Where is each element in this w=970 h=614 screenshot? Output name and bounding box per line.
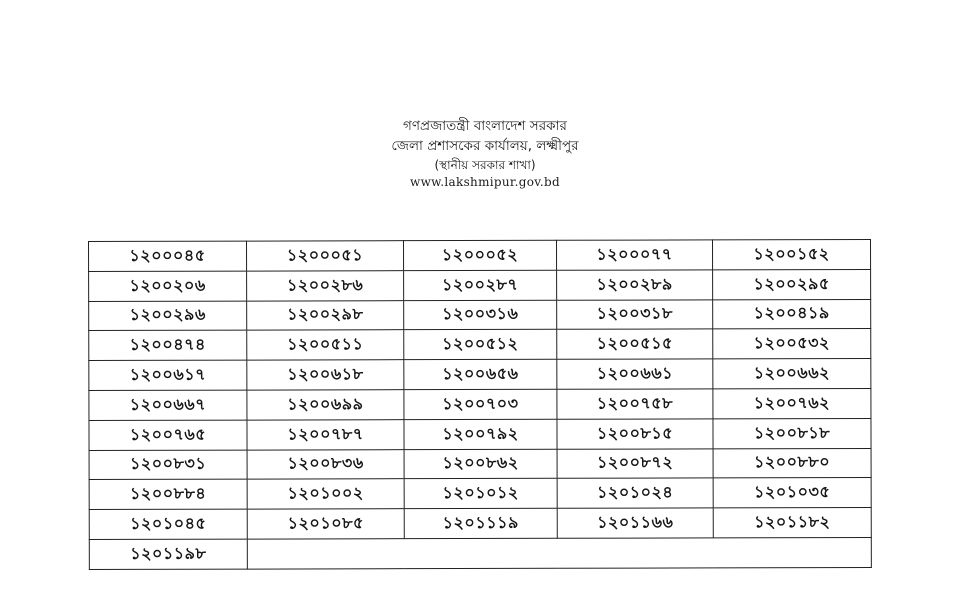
table-cell: ১২০০৬৯৯ bbox=[247, 390, 404, 420]
table-cell: ১২০১০২৪ bbox=[557, 478, 713, 508]
table-row bbox=[89, 508, 871, 540]
table-cell: ১২০০৬৬৭ bbox=[89, 390, 247, 420]
table-cell: ১২০১০০২ bbox=[247, 479, 404, 509]
table-cell: ১২০০৮১৮ bbox=[713, 418, 871, 448]
table-cell: ১২০০০৭৭ bbox=[556, 240, 712, 270]
table-cell: ১২০১০১২ bbox=[404, 479, 557, 509]
table-cell: ১২০০৬১৭ bbox=[89, 360, 247, 390]
table-cell: ১২০১১৬৬ bbox=[557, 508, 713, 538]
table-cell: ১২০০৭৯২ bbox=[404, 419, 557, 449]
table-cell: ১২০০২৮৯ bbox=[557, 270, 713, 300]
table-cell: ১২০০২৯৮ bbox=[247, 300, 404, 330]
table-cell: ১২০০২০৬ bbox=[89, 271, 247, 301]
table-cell: ১২০০০৫২ bbox=[404, 240, 557, 270]
table-row bbox=[89, 388, 871, 420]
table-cell: ১২০০৩১৮ bbox=[557, 299, 713, 329]
table-row bbox=[89, 329, 871, 361]
table-row bbox=[89, 537, 871, 569]
table-cell: ১২০০২৯৬ bbox=[89, 301, 247, 331]
table-cell: ১২০০৮৮০ bbox=[713, 448, 871, 478]
table-cell: ১২০০৮৩৬ bbox=[247, 449, 404, 479]
table-cell: ১২০০৭৬২ bbox=[713, 388, 871, 418]
table-cell: ১২০০২৯৫ bbox=[713, 269, 871, 299]
table-cell: ১২০০৪৭৪ bbox=[89, 330, 247, 360]
table-cell: ১২০০৭৬৫ bbox=[89, 420, 247, 450]
table-cell: ১২০০৫১২ bbox=[404, 330, 557, 360]
table-cell: ১২০০৬৬২ bbox=[713, 359, 871, 389]
table-cell: ১২০০৩১৬ bbox=[404, 300, 557, 330]
table-cell: ১২০০৫১৫ bbox=[557, 329, 713, 359]
table-cell: ১২০০৭০৩ bbox=[404, 389, 557, 419]
table-cell: ১২০১০৩৫ bbox=[713, 478, 871, 508]
table-cell: ১২০১০৪৫ bbox=[89, 509, 247, 539]
table-row bbox=[89, 359, 871, 391]
table-cell: ১২০০০৪৫ bbox=[89, 241, 247, 271]
table-row bbox=[89, 239, 871, 271]
table-cell: ১২০০৫১১ bbox=[247, 330, 404, 360]
letterhead bbox=[0, 116, 970, 190]
section-title: (স্থানীয় সরকার শাখা) bbox=[434, 158, 536, 172]
table-cell: ১২০০২৮৬ bbox=[247, 270, 404, 300]
table-cell: ১২০১০৮৫ bbox=[247, 509, 404, 539]
table-cell: ১২০০৬১৮ bbox=[247, 360, 404, 390]
table-cell: ১২০১১৯৮ bbox=[89, 539, 247, 569]
table-cell: ১২০০৬৫৬ bbox=[404, 359, 557, 389]
table-cell: ১২০০৮৬২ bbox=[404, 449, 557, 479]
table-row bbox=[89, 478, 871, 510]
table-cell: ১২০০৭৮৭ bbox=[247, 419, 404, 449]
id-number-table bbox=[88, 239, 872, 570]
website-url: www.lakshmipur.gov.bd bbox=[410, 175, 560, 189]
table-row bbox=[89, 269, 871, 301]
table-cell: ১২০০৫৩২ bbox=[713, 329, 871, 359]
table-cell: ১২০১১৮২ bbox=[713, 508, 871, 538]
table-row bbox=[89, 299, 871, 331]
table-cell: ১২০০২৮৭ bbox=[404, 270, 557, 300]
id-number-table-container bbox=[88, 239, 871, 570]
table-cell: ১২০০৮১৫ bbox=[557, 419, 713, 449]
table-cell: ১২০১১১৯ bbox=[404, 508, 557, 538]
table-cell: ১২০০৬৬১ bbox=[557, 359, 713, 389]
empty-table-cell bbox=[247, 537, 871, 568]
table-cell: ১২০০৭৫৮ bbox=[557, 389, 713, 419]
table-row bbox=[89, 418, 871, 450]
table-cell: ১২০০৮৭২ bbox=[557, 448, 713, 478]
table-cell: ১২০০১৫২ bbox=[712, 239, 870, 269]
table-cell: ১২০০৪১৯ bbox=[713, 299, 871, 329]
table-row bbox=[89, 448, 871, 480]
government-title: গণপ্রজাতন্ত্রী বাংলাদেশ সরকার bbox=[403, 118, 567, 134]
table-cell: ১২০০৮৩১ bbox=[89, 450, 247, 480]
office-title: জেলা প্রশাসকের কার্যালয়, লক্ষ্মীপুর bbox=[391, 138, 579, 154]
table-cell: ১২০০০৫১ bbox=[247, 241, 404, 271]
table-cell: ১২০০৮৮৪ bbox=[89, 479, 247, 509]
